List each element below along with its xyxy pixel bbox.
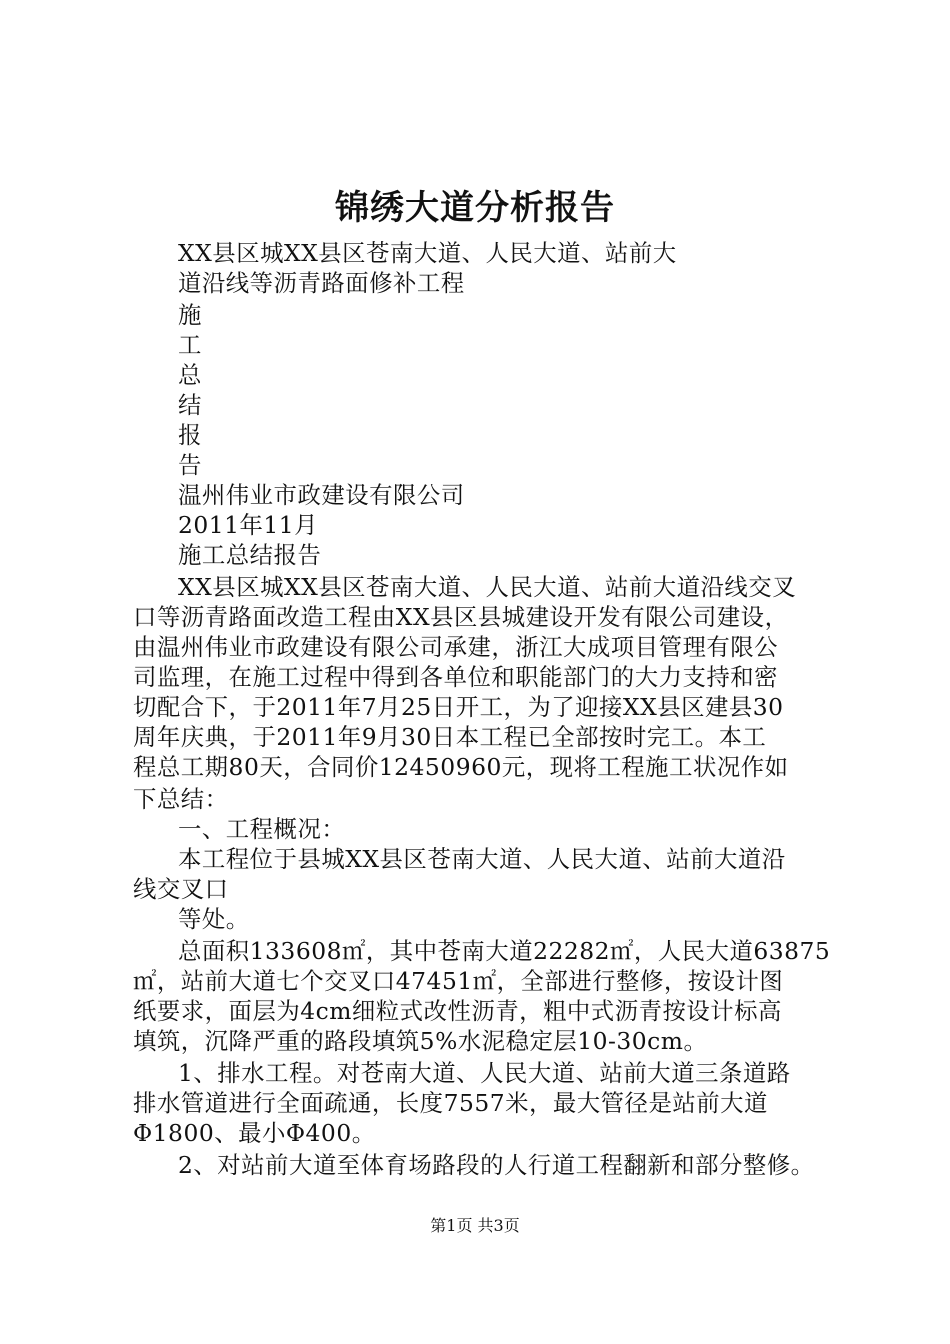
text-line: 等处。 [178,905,250,933]
text-line: 1、排水工程。对苍南大道、人民大道、站前大道三条道路 [178,1059,791,1087]
text-line: 温州伟业市政建设有限公司 [178,481,465,509]
text-line: 切配合下，于2011年7月25日开工，为了迎接XX县区建县30 [133,693,784,721]
text-line: 排水管道进行全面疏通，长度7557米，最大管径是站前大道 [133,1089,768,1117]
text-line: 由温州伟业市政建设有限公司承建，浙江大成项目管理有限公 [133,633,779,661]
text-line: 2、对站前大道至体育场路段的人行道工程翻新和部分整修。 [178,1151,815,1179]
text-line: 施工总结报告 [178,541,322,569]
text-line: 总面积133608㎡，其中苍南大道22282㎡，人民大道63875 [178,937,831,965]
text-line: 本工程位于县城XX县区苍南大道、人民大道、站前大道沿 [178,845,786,873]
document-title: 锦绣大道分析报告 [335,188,615,228]
text-line: 程总工期80天，合同价12450960元，现将工程施工状况作如 [133,753,789,781]
text-line: ㎡，站前大道七个交叉口47451㎡，全部进行整修，按设计图 [133,967,784,995]
text-line: 工 [178,331,202,359]
text-line: 司监理，在施工过程中得到各单位和职能部门的大力支持和密 [133,663,779,691]
text-line: Φ1800、最小Φ400。 [133,1119,376,1147]
text-line: 口等沥青路面改造工程由XX县区县城建设开发有限公司建设， [133,603,789,631]
text-line: 周年庆典，于2011年9月30日本工程已全部按时完工。本工 [133,723,767,751]
text-line: XX县区城XX县区苍南大道、人民大道、站前大道沿线交叉 [178,573,797,601]
text-line: 告 [178,451,202,479]
text-line: 下总结： [133,785,229,813]
text-line: 报 [178,421,202,449]
text-line: 道沿线等沥青路面修补工程 [178,269,465,297]
text-line: 结 [178,391,202,419]
text-line: 2011年11月 [178,511,319,539]
text-line: 线交叉口 [133,875,229,903]
text-line: 总 [178,361,202,389]
text-line: 施 [178,301,202,329]
text-line: 填筑，沉降严重的路段填筑5%水泥稳定层10-30cm。 [133,1027,708,1055]
text-line: XX县区城XX县区苍南大道、人民大道、站前大 [178,239,677,267]
text-line: 纸要求，面层为4cm细粒式改性沥青，粗中式沥青按设计标高 [133,997,782,1025]
section-heading: 一、工程概况： [178,815,346,843]
page-footer: 第1页 共3页 [430,1216,520,1235]
